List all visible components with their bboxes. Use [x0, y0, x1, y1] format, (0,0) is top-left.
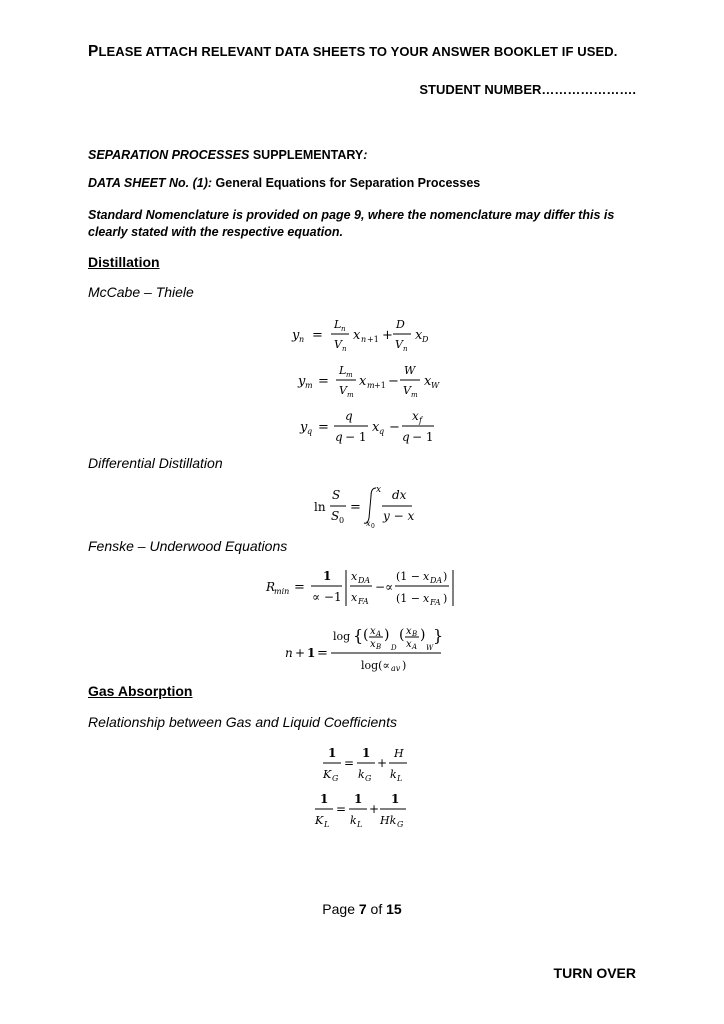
svg-text:Hk: Hk — [380, 814, 397, 827]
svg-text:x: x — [351, 591, 358, 604]
equation-overall-gas-coefficient — [322, 742, 412, 782]
svg-text:G: G — [332, 774, 339, 783]
svg-text:L: L — [397, 774, 403, 783]
svg-text:y: y — [292, 328, 300, 343]
course-name: SEPARATION PROCESSES — [88, 148, 250, 162]
svg-text:n: n — [341, 325, 346, 333]
equation-rectifying-line — [290, 312, 440, 352]
svg-text:x: x — [370, 639, 376, 650]
svg-text:): ) — [443, 570, 448, 583]
svg-text:V: V — [403, 384, 411, 397]
svg-text:q: q — [307, 427, 313, 436]
svg-text:x: x — [366, 519, 371, 528]
svg-text:−: − — [389, 420, 400, 435]
svg-text:+: + — [369, 802, 380, 816]
equation-stripping-line — [296, 358, 446, 398]
svg-text:G: G — [365, 774, 372, 783]
supplementary-title — [88, 148, 367, 162]
svg-text:m: m — [411, 391, 418, 399]
svg-text:1: 1 — [354, 792, 363, 806]
svg-text:0: 0 — [371, 523, 375, 530]
svg-text:(1 −: (1 − — [396, 592, 421, 605]
svg-text:L: L — [324, 820, 330, 829]
svg-text:q: q — [345, 409, 353, 423]
turn-over-label: TURN OVER — [553, 965, 636, 981]
svg-text:1: 1 — [323, 569, 332, 583]
svg-text:V: V — [334, 338, 342, 351]
svg-text:1: 1 — [328, 746, 337, 760]
svg-text:FA: FA — [358, 597, 369, 606]
svg-text:log(∝: log(∝ — [361, 659, 390, 672]
svg-text:∝ −1: ∝ −1 — [312, 590, 342, 604]
svg-text:q: q — [379, 427, 385, 436]
attach-instruction-rest: LEASE ATTACH RELEVANT DATA SHEETS TO YOUR ANSWER BOOKLET IF USED. — [98, 44, 618, 59]
svg-text:m: m — [367, 381, 375, 390]
svg-text:x: x — [372, 420, 380, 435]
svg-text:x: x — [353, 328, 361, 343]
svg-text:− 1: − 1 — [412, 430, 434, 444]
svg-text:S: S — [331, 509, 340, 523]
section-heading-distillation: Distillation — [88, 254, 160, 270]
svg-text:m: m — [346, 371, 353, 379]
svg-text:log: log — [333, 630, 351, 643]
svg-text:DA: DA — [358, 576, 371, 585]
svg-text:G: G — [397, 820, 404, 829]
svg-text:S: S — [332, 488, 341, 502]
equation-q-line — [298, 404, 438, 446]
svg-text:): ) — [384, 627, 390, 643]
svg-text:{: { — [353, 626, 364, 645]
svg-text:+1: +1 — [367, 335, 379, 344]
svg-text:W: W — [426, 644, 434, 652]
svg-text:1: 1 — [307, 646, 316, 660]
svg-text:=: = — [294, 580, 305, 595]
equation-fenske-minimum-stages — [285, 620, 445, 672]
svg-text:x: x — [415, 328, 423, 343]
svg-text:x: x — [406, 626, 412, 637]
student-number-field: STUDENT NUMBER…………………. — [419, 82, 636, 97]
svg-text:x: x — [359, 374, 367, 389]
svg-text:W: W — [404, 364, 416, 377]
svg-text:A: A — [412, 643, 418, 651]
svg-text:q: q — [402, 430, 410, 444]
page-of: of — [366, 901, 387, 917]
svg-text:=: = — [318, 420, 329, 435]
svg-text:y − x: y − x — [383, 509, 415, 523]
svg-text:H: H — [394, 747, 404, 760]
svg-text:− 1: − 1 — [345, 430, 367, 444]
subheading-gas-liquid-coefficients: Relationship between Gas and Liquid Coefficients — [88, 714, 397, 730]
svg-text:=: = — [312, 328, 323, 343]
attach-instruction — [88, 43, 618, 61]
svg-text:+: + — [377, 756, 388, 770]
page-total: 15 — [386, 901, 402, 917]
svg-text:+: + — [382, 328, 393, 343]
svg-text:A: A — [376, 630, 382, 638]
svg-text:W: W — [431, 381, 440, 390]
svg-text:x: x — [412, 409, 419, 423]
svg-text:n: n — [403, 345, 408, 353]
svg-text:x: x — [376, 485, 382, 495]
svg-text:f: f — [419, 416, 422, 425]
svg-text:V: V — [339, 384, 347, 397]
svg-text:n: n — [342, 345, 347, 353]
subheading-differential-distillation: Differential Distillation — [88, 455, 223, 471]
svg-text:1: 1 — [362, 746, 371, 760]
svg-text:k: k — [390, 768, 397, 781]
svg-text:1: 1 — [320, 792, 329, 806]
equation-rayleigh — [312, 482, 422, 528]
svg-text:B: B — [412, 630, 418, 638]
svg-text:n: n — [299, 335, 305, 344]
svg-text:=: = — [318, 374, 329, 389]
equation-overall-liquid-coefficient — [314, 788, 414, 828]
svg-text:=: = — [350, 500, 361, 515]
svg-text:K: K — [315, 814, 324, 827]
svg-text:x: x — [423, 570, 430, 583]
attach-instruction-initial: P — [88, 43, 99, 60]
svg-text:n: n — [361, 335, 367, 344]
svg-text:D: D — [391, 644, 397, 652]
svg-text:0: 0 — [339, 516, 345, 525]
svg-text:y: y — [300, 420, 308, 435]
svg-text:x: x — [351, 570, 358, 583]
svg-text:min: min — [274, 587, 290, 596]
svg-text:(1 −: (1 − — [396, 570, 421, 583]
equation-underwood-rmin — [266, 566, 462, 610]
svg-text:DA: DA — [430, 576, 443, 585]
svg-text:): ) — [443, 592, 448, 605]
svg-text:D: D — [396, 318, 405, 331]
svg-text:L: L — [357, 820, 363, 829]
svg-text:D: D — [422, 335, 429, 344]
supplementary-colon: : — [363, 148, 368, 162]
svg-text:k: k — [350, 814, 357, 827]
svg-text:FA: FA — [430, 598, 441, 607]
svg-text:ln: ln — [314, 500, 326, 514]
svg-text:−∝: −∝ — [375, 580, 394, 594]
svg-text:=: = — [317, 646, 328, 661]
svg-text:1: 1 — [391, 792, 400, 806]
svg-text:−: − — [388, 374, 399, 389]
svg-text:): ) — [420, 627, 426, 643]
svg-text:V: V — [395, 338, 403, 351]
svg-text:x: x — [370, 626, 376, 637]
svg-text:L: L — [339, 364, 347, 377]
svg-text:av: av — [391, 664, 401, 673]
svg-text:x: x — [406, 639, 412, 650]
subheading-mccabe-thiele: McCabe – Thiele — [88, 284, 194, 300]
svg-text:+: + — [295, 646, 306, 660]
svg-text:): ) — [402, 659, 407, 672]
supplementary-label: SUPPLEMENTARY — [249, 148, 364, 162]
page-current: 7 — [358, 901, 367, 917]
svg-text:n: n — [285, 646, 293, 660]
page-number — [0, 901, 724, 917]
svg-text:=: = — [336, 802, 347, 816]
data-sheet-number: DATA SHEET No. (1): — [88, 176, 213, 190]
page-prefix: Page — [322, 901, 359, 917]
svg-text:k: k — [358, 768, 365, 781]
svg-text:x: x — [423, 592, 430, 605]
section-heading-gas-absorption: Gas Absorption — [88, 683, 193, 699]
svg-text:K: K — [323, 768, 332, 781]
data-sheet-title — [88, 176, 480, 190]
nomenclature-note: Standard Nomenclature is provided on page 9, where the nomenclature may differ this is clearly stated with the respective equation. — [88, 208, 615, 239]
svg-text:}: } — [433, 626, 444, 645]
svg-text:q: q — [335, 430, 343, 444]
svg-text:(: ( — [363, 627, 369, 643]
svg-text:m: m — [305, 381, 313, 390]
svg-text:R: R — [266, 580, 276, 594]
svg-text:L: L — [334, 318, 342, 331]
svg-text:dx: dx — [392, 488, 407, 502]
svg-text:x: x — [424, 374, 432, 389]
svg-text:+1: +1 — [374, 381, 386, 390]
svg-text:y: y — [298, 374, 306, 389]
svg-text:B: B — [376, 643, 382, 651]
svg-text:=: = — [344, 756, 355, 770]
svg-text:m: m — [347, 391, 354, 399]
subheading-fenske-underwood: Fenske – Underwood Equations — [88, 538, 288, 554]
svg-text:(: ( — [399, 627, 405, 643]
data-sheet-name: General Equations for Separation Processes — [212, 176, 481, 190]
